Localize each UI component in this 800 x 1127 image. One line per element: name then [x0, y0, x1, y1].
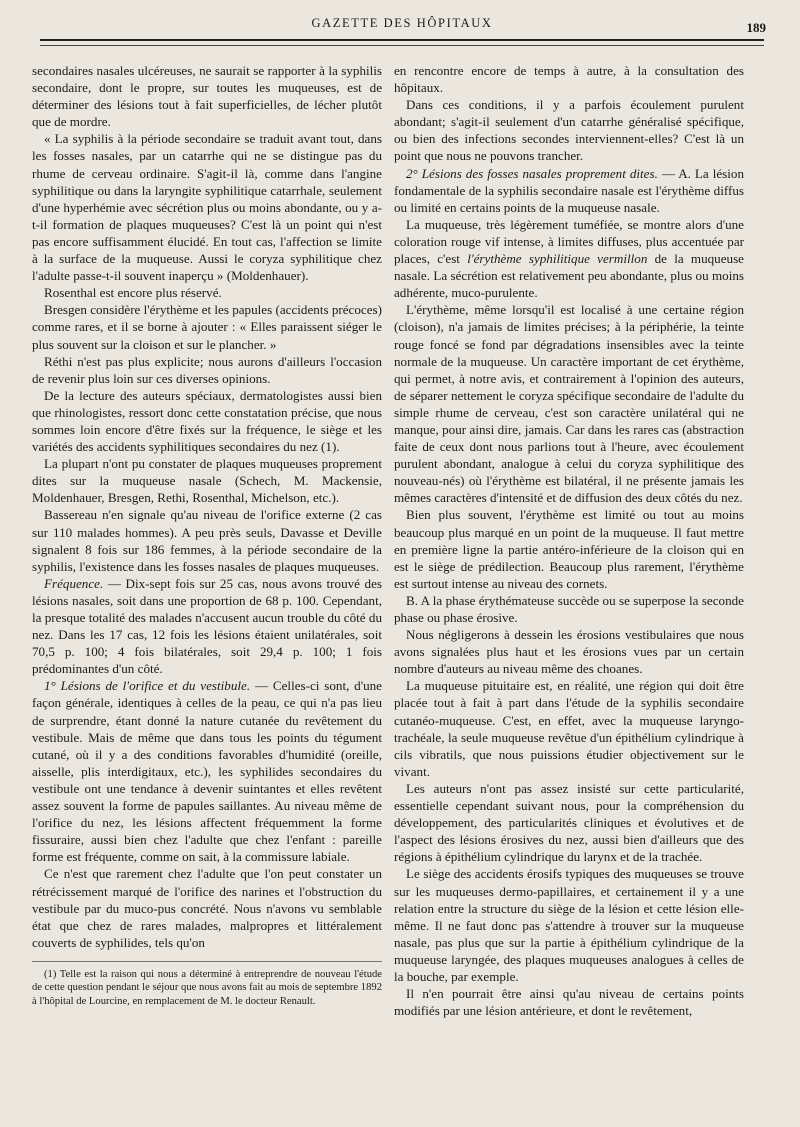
paragraph: Bien plus souvent, l'érythème est limité ou tout au moins beaucoup plus marqué en un point de la muqueuse. Il faut mettre en première ligne la partie antéro-inférieure de la cloison qui en est le siège de prédilection. Beaucoup plus rarement, l'érythème est surtout intense au niveau des cornets.	[394, 507, 744, 591]
paragraph-text: La muqueuse, très légèrement tuméfiée, se montre alors d'une coloration rouge vif intense, à limites diffuses, plus accentuée par places, c'est	[394, 216, 744, 267]
section-label: 1° Lésions de l'orifice et du vestibule.	[44, 678, 251, 694]
paragraph: Réthi n'est pas plus explicite; nous aurons d'ailleurs l'occasion de revenir plus loin sur ces diverses opinions.	[32, 353, 382, 386]
paragraph: Les auteurs n'ont pas assez insisté sur cette particularité, essentielle cependant suivant nous, pour la compréhension du développement, des particularités cliniques et évolutives et de l'aspect des lésions érosives du nez, aussi bien d'ailleurs que des régions à épithélium cylindrique du larynx et de la trachée.	[394, 780, 744, 865]
paragraph	[394, 165, 744, 216]
right-column	[394, 62, 744, 1019]
paragraph	[32, 575, 382, 678]
header-rule-thin	[40, 45, 764, 46]
section-label: 2° Lésions des fosses nasales proprement dites.	[406, 165, 658, 181]
paragraph: secondaires nasales ulcéreuses, ne saurait se rapporter à la syphilis secondaire, dont le propre, sur toutes les muqueuses, est de déterminer des lésions tout à fait superficielles, de lécher plutôt que de mordre.	[32, 63, 382, 130]
paragraph	[32, 677, 382, 865]
paragraph: La plupart n'ont pu constater de plaques muqueuses proprement dites sur la muqueuse nasale (Schech, M. Mackensie, Moldenhauer, Bresgen, Rethi, Rosenthal, Michelson, etc.).	[32, 456, 382, 506]
paragraph: La muqueuse pituitaire est, en réalité, une région qui doit être placée tout à fait à part dans l'étude de la syphilis secondaire cutanéo-muqueuse. C'est, en effet, avec la muqueuse laryngo-trachéale, la seule muqueuse revêtue d'un épithélium cylindrique à cils vibratils, que nous puissions étudier objectivement sur le vivant.	[394, 678, 744, 779]
paragraph: Le siège des accidents érosifs typiques des muqueuses se trouve sur les muqueuses dermo-papillaires, et certainement il y a une relation entre la structure du siège de la lésion et cette lésion elle-même. Il ne faut donc pas s'attendre à trouver sur la muqueuse nasale, pas plus que sur la partie à épithélium cylindrique de la muqueuse laryngée, des plaques muqueuses analogues à celles de la bouche, par exemple.	[394, 866, 744, 984]
paragraph-text: — Dix-sept fois sur 25 cas, nous avons trouvé des lésions nasales, soit dans une proportion de 68 p. 100. Cependant, la presque totalité des malades n'accusent aucun trouble du côté du nez. Dans les 17 cas, 12 fois les lésions étaient unilatérales, soit 70,5 p. 100; 4 fois bilatérales, soit 29,4 p. 100; 1 fois prédominantes d'un côté.	[32, 575, 382, 677]
paragraph: L'érythème, même lorsqu'il est localisé à une certaine région (cloison), n'a jamais de limites précises; à la périphérie, la teinte rouge foncé se fond par dégradations insensibles avec la teinte normale de la muqueuse. Un caractère important de cet érythème, qui permet, à notre avis, et contrairement à l'opinion des auteurs, de séparer nettement le coryza spécifique secondaire de l'adulte du simple rhume de cerveau, c'est son caractère unilatéral qui ne manque, pour ainsi dire, jamais. Car dans les rares cas (abstraction faite de ceux dont nous parlions tout à l'heure, avec écoulement purulent abondant, analogue à celui du coryza syphilitique des nouveau-nés) où l'érythème est bilatéral, il ne présente jamais les mêmes caractères d'intensité et de diffusion des deux côtés du nez.	[394, 302, 744, 506]
paragraph: Ce n'est que rarement chez l'adulte que l'on peut constater un rétrécissement marqué de l'orifice des narines et l'obstruction du vestibule par du muco-pus concrété. Nous n'avons vu semblable état que chez de rares malades, malpropres et littéralement couverts de syphilides, tels qu'on	[32, 866, 382, 950]
footnote: (1) Telle est la raison qui nous a déterminé à entreprendre de nouveau l'étude de cette question pendant le séjour que nous avons fait au mois de septembre 1892 à l'hôpital de Lourcine, en remplacement de M. le docteur Renault.	[32, 968, 382, 1008]
header-rule	[40, 39, 764, 41]
running-title: GAZETTE DES HÔPITAUX	[311, 16, 493, 30]
paragraph: Il n'en pourrait être ainsi qu'au niveau de certains points modifiés par une lésion antérieure, et dont le revêtement,	[394, 986, 744, 1019]
left-column	[32, 62, 382, 1009]
paragraph: en rencontre encore de temps à autre, à la consultation des hôpitaux.	[394, 63, 744, 96]
page-header	[40, 0, 764, 42]
paragraph-text: de la muqueuse nasale. La sécrétion est relativement peu abondante, plus ou moins adhérente, muco-purulente.	[394, 251, 744, 301]
paragraph-text: — Celles-ci sont, d'une façon générale, identiques à celles de la peau, ce qui n'a pas lieu de surprendre, étant donné la nature cutanée du revêtement du vestibule. Mais de même que dans tous les points du tégument cutané, où il y a des conditions favorables d'humidité (oreille, aisselle, plis interdigitaux, etc.), les syphilides secondaires du vestibule ont une tendance à devenir suintantes et elles revêtent assez souvent la forme de papules saillantes. Au niveau même de l'orifice du nez, les lésions affectent fréquemment la forme fissuraire, aussi bien chez l'adulte que chez l'enfant : pareille forme est fréquente, comme on sait, à la commissure labiale.	[32, 678, 382, 865]
paragraph: Bassereau n'en signale qu'au niveau de l'orifice externe (2 cas sur 110 malades hommes). A peu près seuls, Davasse et Deville signalent 8 fois sur 186 femmes, à la période secondaire de la syphilis, l'existence dans les fosses nasales de plaques muqueuses.	[32, 507, 382, 574]
paragraph: Rosenthal est encore plus réservé.	[44, 285, 222, 301]
paragraph: Dans ces conditions, il y a parfois écoulement purulent abondant; s'agit-il seulement d'un catarrhe généralisé spécifique, ou bien des infections secondes interviennent-elles? C'est là un point que nous ne pouvons trancher.	[394, 97, 744, 164]
footnote-rule	[32, 961, 382, 962]
page-number: 189	[746, 20, 766, 35]
paragraph: B. A la phase érythémateuse succède ou se superpose la seconde phase ou phase érosive.	[394, 592, 744, 625]
paragraph	[394, 216, 744, 301]
section-label: Fréquence.	[44, 575, 104, 591]
paragraph: « La syphilis à la période secondaire se traduit avant tout, dans les fosses nasales, par un catarrhe qui ne se distingue pas du rhume de cerveau ordinaire. S'agit-il là, comme dans l'angine syphilitique ou dans la laryngite syphilitique catarrhale, seulement d'une hyperhémie avec sécrétion plus ou moins abondante, ou y a-t-il formation de plaques muqueuses? C'est là un point qui n'est pas encore suffisamment élucidé. En tout cas, l'affection se limite à la surface de la muqueuse. Aussi le coryza syphilitique chez l'adulte passe-t-il souvent inaperçu » (Moldenhauer).	[32, 131, 382, 284]
emphasis: l'érythème syphilitique vermillon	[467, 251, 648, 267]
paragraph: Bresgen considère l'érythème et les papules (accidents précoces) comme rares, et il se borne à ajouter : « Elles paraissent siéger le plus souvent sur la cloison et sur le plancher. »	[32, 302, 382, 352]
paragraph: Nous négligerons à dessein les érosions vestibulaires que nous avons signalées plus haut et les érosions vues par un certain nombre d'auteurs au niveau même des choanes.	[394, 627, 744, 677]
paragraph-text: — A. La lésion fondamentale de la syphilis secondaire nasale est l'érythème diffus ou limité en certains points de la muqueuse nasale.	[394, 165, 745, 215]
paragraph: De la lecture des auteurs spéciaux, dermatologistes aussi bien que rhinologistes, ressort donc cette constatation précise, que nous sommes loin encore d'être fixés sur la fréquence, le siège et les variétés des accidents syphilitiques secondaires du nez (1).	[32, 387, 382, 455]
